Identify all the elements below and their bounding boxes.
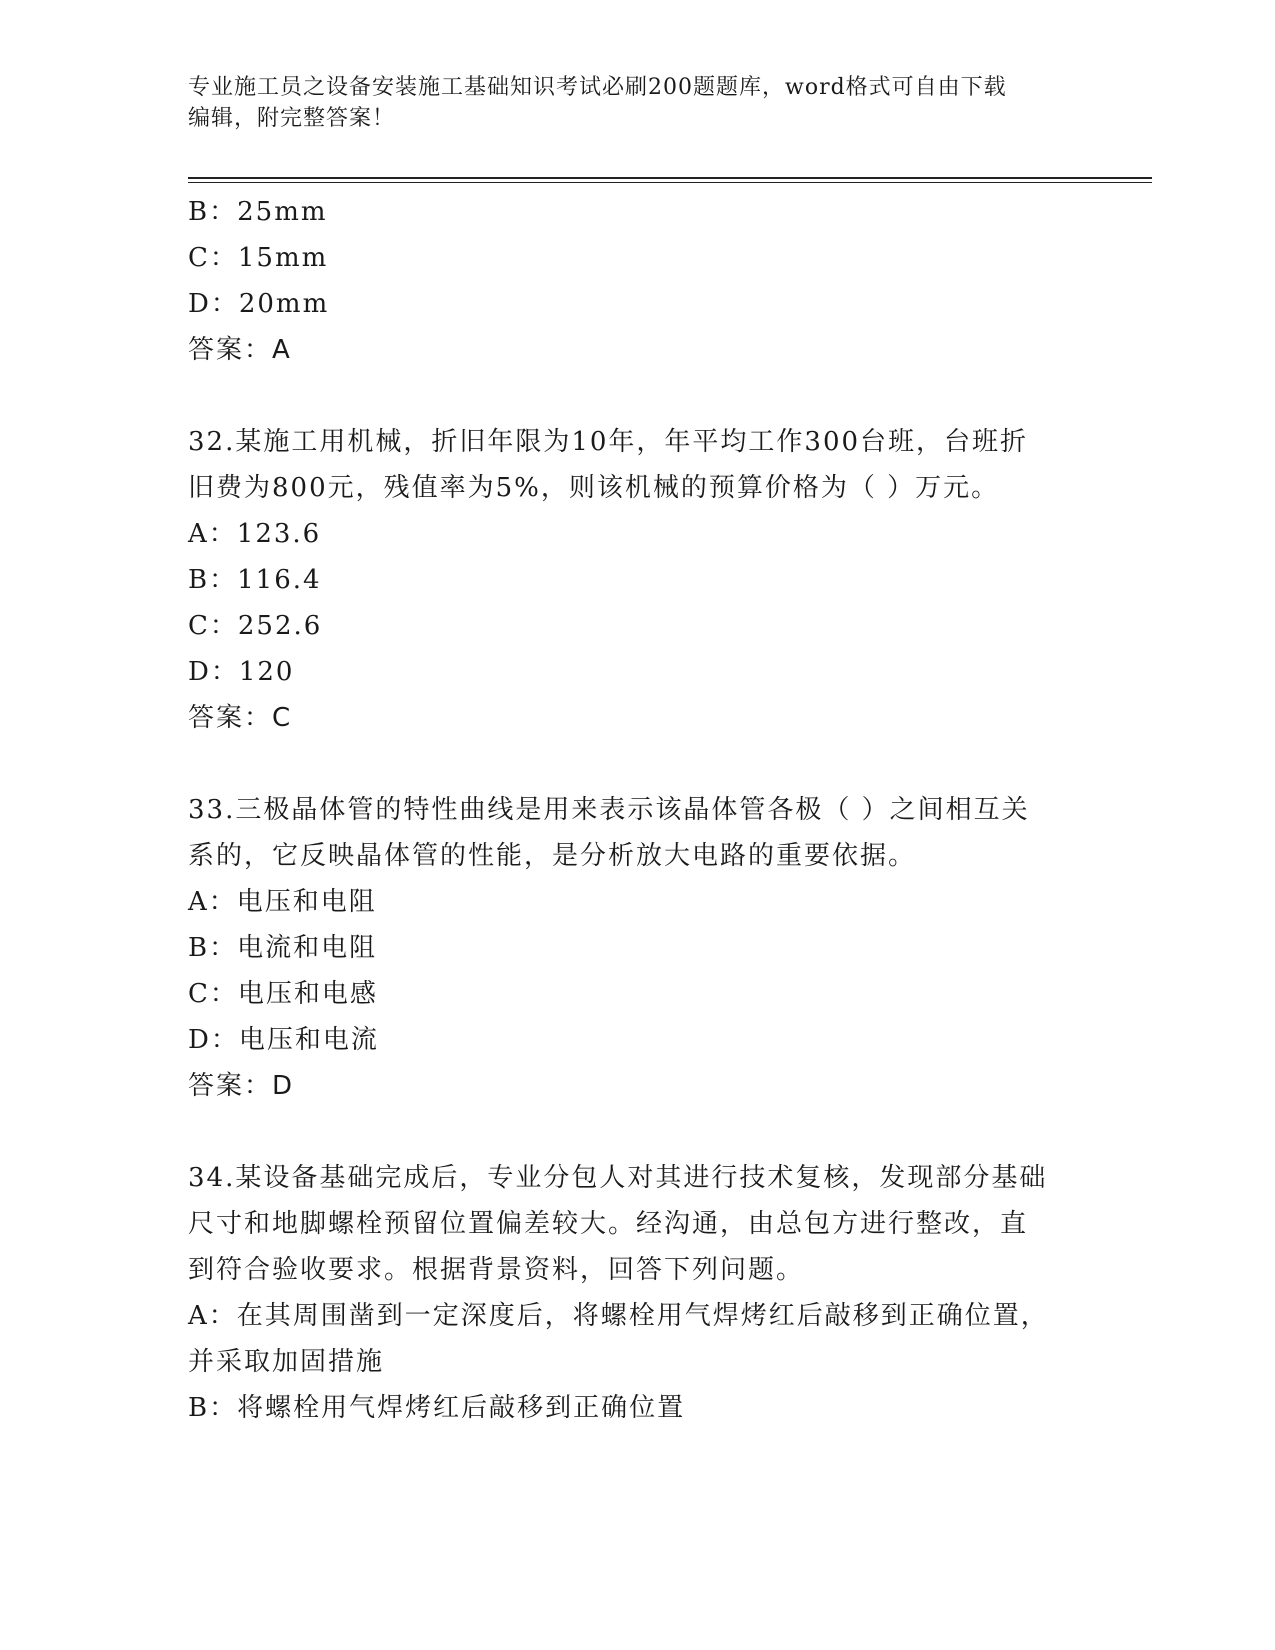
option-c: C：15mm (188, 243, 329, 273)
option-d: D：电压和电流 (188, 1025, 379, 1055)
option-b: B：25mm (188, 197, 328, 227)
option-c: C：252.6 (188, 611, 323, 641)
header-rule-thin (188, 182, 1152, 183)
option-d: D：120 (188, 657, 295, 687)
spacer (188, 373, 1088, 419)
option-a: A：在其周围凿到一定深度后，将螺栓用气焊烤红后敲移到正确位置， (188, 1301, 1049, 1331)
spacer (188, 1109, 1088, 1155)
header-rule (188, 177, 1152, 179)
question-33 (188, 787, 1088, 1109)
question-34 (188, 1155, 1088, 1431)
question-text-line: 33.三极晶体管的特性曲线是用来表示该晶体管各极（ ）之间相互关 (188, 795, 1030, 825)
question-text-line: 32.某施工用机械，折旧年限为10年，年平均工作300台班，台班折 (188, 427, 1029, 457)
question-text-line: 尺寸和地脚螺栓预留位置偏差较大。经沟通，由总包方进行整改，直 (188, 1209, 1029, 1239)
prev-question (188, 189, 1088, 373)
question-text-line: 旧费为800元，残值率为5%，则该机械的预算价格为（ ）万元。 (188, 473, 1000, 503)
question-32 (188, 419, 1088, 741)
option-b: B：电流和电阻 (188, 933, 378, 963)
answer: 答案：D (188, 1071, 295, 1101)
option-d: D：20mm (188, 289, 330, 319)
header-line-1: 专业施工员之设备安装施工基础知识考试必刷200题题库，word格式可自由下载 (188, 75, 1007, 100)
answer: 答案：A (188, 335, 292, 365)
option-a: A：电压和电阻 (188, 887, 377, 917)
option-b: B：将螺栓用气焊烤红后敲移到正确位置 (188, 1393, 686, 1423)
question-text-line: 到符合验收要求。根据背景资料，回答下列问题。 (188, 1255, 805, 1285)
page-header (188, 72, 1088, 134)
question-text-line: 34.某设备基础完成后，专业分包人对其进行技术复核，发现部分基础 (188, 1163, 1048, 1193)
answer: 答案：C (188, 703, 293, 733)
option-b: B：116.4 (188, 565, 322, 595)
spacer (188, 741, 1088, 787)
option-a-continued: 并采取加固措施 (188, 1347, 385, 1377)
document-body (188, 189, 1088, 1431)
option-a: A：123.6 (188, 519, 322, 549)
header-line-2: 编辑，附完整答案！ (188, 106, 396, 131)
question-text-line: 系的，它反映晶体管的性能，是分析放大电路的重要依据。 (188, 841, 917, 871)
option-c: C：电压和电感 (188, 979, 378, 1009)
